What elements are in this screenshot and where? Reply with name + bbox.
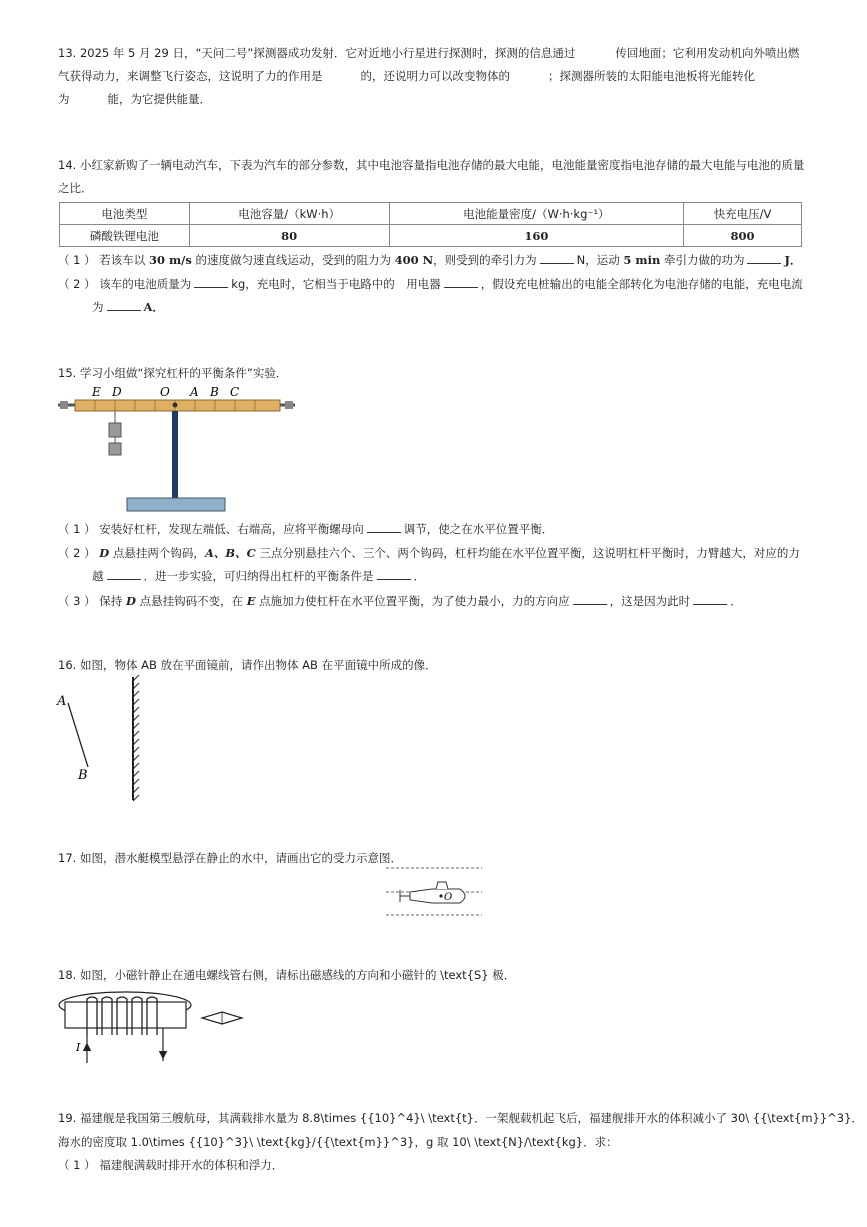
q15-p2-text: 越 [92,569,104,583]
object-ab [68,703,88,767]
balance-nut-left [60,401,68,409]
lever-label-d: D [112,385,122,399]
q15-part-2-cont [92,568,425,584]
submarine-tower [436,882,448,889]
q15-p2-text: （ 2 ） [58,546,100,560]
q15-p3-text: 点悬挂钩码不变，在 [135,594,247,608]
answer-blank[interactable] [444,276,478,288]
q14-part-2-cont [92,299,164,315]
q13-text-2b: 的，还说明力可以改变物体的 [360,69,510,83]
point-b-label: B [78,768,88,783]
q13-text-1b: 传回地面；它利用发动机向外喷出燃 [615,46,800,60]
current-label: I [76,1041,81,1054]
lever-base [127,498,225,511]
lever-label-c: C [230,385,240,399]
q13-text-3b: 能，为它提供能量． [107,92,211,106]
q19-line-2: 海水的密度取 1.0\times {{10}^3}\ \text{kg}/{{\text{m}}^3}，g 取 10\ \text{N}/\text{kg}．求： [58,1135,618,1149]
q13-text-2c: ；探测器所装的太阳能电池板将光能转化 [548,69,755,83]
hook-weight [109,443,121,455]
q15-point-e: E [246,594,256,608]
answer-blank[interactable] [540,252,574,264]
hook-weight [109,423,121,437]
q15-p1-text: （ 1 ） 安装好杠杆，发现左端低、右端高，应将平衡螺母向 [58,522,364,536]
q15-p2-text: ． [413,569,425,583]
q14-line-1: 14. 小红家新购了一辆电动汽车，下表为汽车的部分参数，其中电池容量指电池存储的最大电能，电池能量密度指电池存储的最大电能与电池的质量 [58,158,805,172]
q14-part-2 [58,276,803,292]
lever-label-b: B [210,385,219,399]
table-header-row [60,203,802,225]
current-arrow-up [83,1043,91,1051]
q15-point-d: D [99,546,110,560]
q13-text-3a: 为 [58,92,70,106]
mirror-diagram [55,675,155,805]
q15-point-d: D [125,594,136,608]
q13-text-1a: 13. 2025 年 5 月 29 日，“天问二号”探测器成功发射．它对近地小行星进行探测时，探测的信息通过 [58,46,576,60]
q15-p1-text: 调节，使之在水平位置平衡． [403,522,554,536]
answer-blank[interactable] [107,299,141,311]
table-header-cell: 电池能量密度/（W·h·kg⁻¹） [389,203,684,225]
q17-text: 17. 如图，潜水艇模型悬浮在静止的水中，请画出它的受力示意图． [58,851,402,865]
q14-p1-text: 的速度做匀速直线运动，受到的阻力为 [191,253,395,267]
submarine-hull [410,889,465,903]
q19-line-1: 19. 福建舰是我国第三艘航母，其满载排水量为 8.8\times {{10}^4}\ \text{t}．一架舰载机起飞后，福建舰排开水的体积减小了 30\ {{\text{m}}^3}． [58,1111,863,1125]
q13-line-2 [58,68,755,84]
q15-points-abc: A、B、C [204,546,256,560]
table-cell: 80 [189,225,389,247]
pivot-point [173,403,178,408]
solenoid-core [65,1002,186,1028]
q13-text-2a: 气获得动力，来调整飞行姿态，这说明了力的作用是 [58,69,323,83]
q14-speed: 30 m/s [148,253,192,267]
q14-p2-text: A． [143,300,164,314]
answer-blank[interactable] [107,568,141,580]
q14-p1-text: （ 1 ） 若该车以 [58,253,149,267]
q14-p2-text: （ 2 ） 该车的电池质量为 [58,277,192,291]
lever-label-a: A [190,385,199,399]
q14-p2-text: kg，充电时，它相当于电路中的 用电器 [231,277,441,291]
q14-p1-text: 牵引力做的功为 [660,253,745,267]
lever-bar [75,400,280,411]
answer-blank[interactable] [377,568,411,580]
submarine-diagram [382,862,487,922]
q15-p3-text: ，这是因为此时 [609,594,691,608]
answer-blank[interactable] [693,593,727,605]
q14-p1-text: N，运动 [576,253,624,267]
q15-title: 15. 学习小组做“探究杠杆的平衡条件”实验． [58,366,288,380]
table-cell: 磷酸铁锂电池 [60,225,190,247]
balance-nut-right [285,401,293,409]
q15-p3-text: （ 3 ） 保持 [58,594,126,608]
q15-p3-text: ． [730,594,742,608]
q14-part-1 [58,252,801,268]
point-a-label: A [57,694,67,709]
lever-label-o: O [160,385,170,399]
q15-p3-text: 点施加力使杠杆在水平位置平衡，为了使力最小，力的方向应 [255,594,570,608]
table-row [60,225,802,247]
lever-stand [172,411,178,501]
table-cell: 160 [389,225,684,247]
answer-blank[interactable] [194,276,228,288]
lever-label-e: E [92,385,101,399]
q15-p2-text: 三点分别悬挂六个、三个、两个钩码，杠杆均能在水平位置平衡，这说明杠杆平衡时，力臂越大，对应的力 [255,546,800,560]
q14-time: 5 min [623,253,661,267]
center-point [439,894,442,897]
table-cell: 800 [684,225,802,247]
q19-line-3: （ 1 ） 福建舰满载时排开水的体积和浮力． [58,1158,284,1172]
q15-part-3 [58,593,742,609]
q14-p2-text: 为 [92,300,104,314]
q13-line-3 [58,91,211,107]
battery-params-table [59,202,802,247]
q15-part-2 [58,545,800,561]
q18-text: 18. 如图，小磁针静止在通电螺线管右侧，请标出磁感线的方向和小磁针的 \text{S} 极． [58,968,516,982]
lever-diagram [55,383,300,518]
q15-p2-text: 点悬挂两个钩码， [109,546,205,560]
q14-force: 400 N [394,253,434,267]
q13-line-1 [58,45,799,61]
q16-text: 16. 如图，物体 AB 放在平面镜前，请作出物体 AB 在平面镜中所成的像． [58,658,437,672]
solenoid-diagram [55,985,250,1065]
table-header-cell: 快充电压/V [684,203,802,225]
q14-p2-text: ，假设充电桩输出的电能全部转化为电池存储的电能，充电电流 [480,277,803,291]
q14-line-2: 之比． [58,181,93,195]
answer-blank[interactable] [367,521,401,533]
table-header-cell: 电池容量/（kW·h） [189,203,389,225]
answer-blank[interactable] [747,252,781,264]
answer-blank[interactable] [573,593,607,605]
current-arrow-down [159,1051,167,1059]
table-header-cell: 电池类型 [60,203,190,225]
q15-part-1 [58,521,553,537]
q15-p2-text: ．进一步实验，可归纳得出杠杆的平衡条件是 [143,569,374,583]
q14-p1-text: ，则受到的牵引力为 [433,253,537,267]
point-o-label: O [444,892,453,903]
q14-p1-text: J． [784,253,802,267]
